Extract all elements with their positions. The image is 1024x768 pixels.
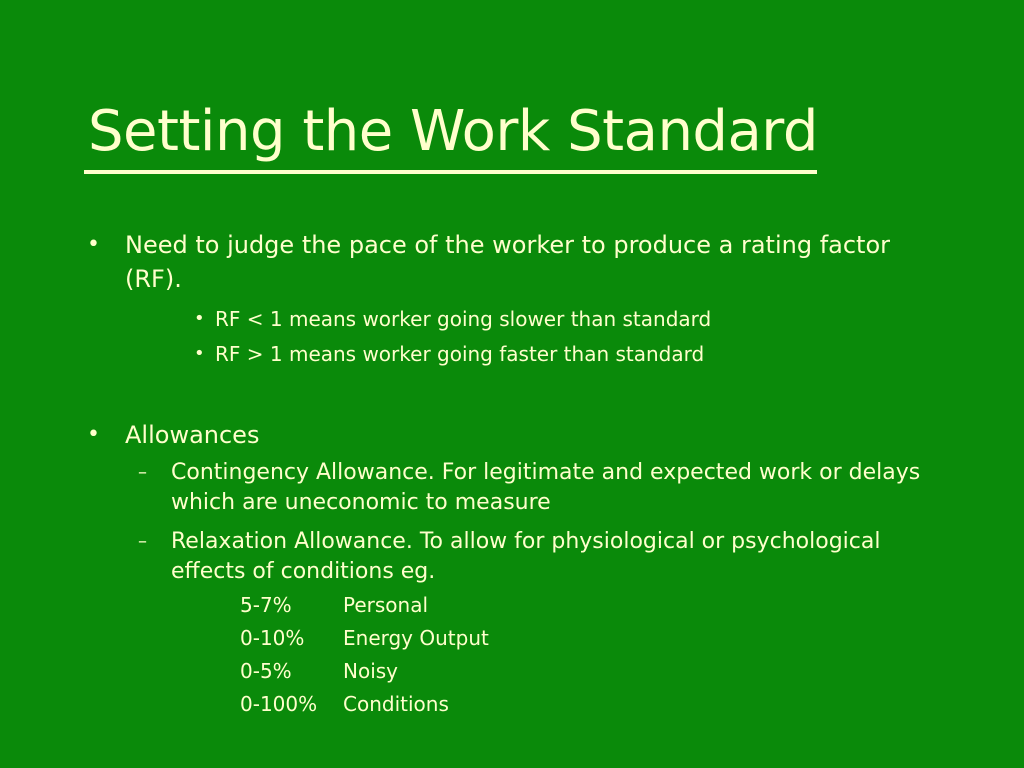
allowance-label: Noisy [343,659,399,683]
allowance-range: 5-7% [240,593,292,617]
bullet-allowances: Allowances [125,421,260,449]
allowance-range: 0-100% [240,692,318,716]
allowance-range: 0-10% [240,626,305,650]
contingency-allowance-item: Contingency Allowance. For legitimate and expected work or delays which are uneconomic to measure [171,460,921,515]
bullet-marker: • [87,232,100,257]
slide-title: Setting the Work Standard [88,99,818,164]
sub-bullet-marker: • [194,343,205,364]
bullet-marker: • [87,422,100,447]
bullet-rating-factor: Need to judge the pace of the worker to produce a rating factor (RF). [125,231,891,293]
dash-marker: – [138,531,147,552]
allowance-label: Personal [343,593,429,617]
relaxation-allowance-item: Relaxation Allowance. To allow for physiological or psychological effects of conditions eg. [171,529,881,584]
title-underline [84,170,817,174]
sub-bullet-rf-less-than-one: RF < 1 means worker going slower than standard [215,307,712,331]
allowance-label: Energy Output [343,626,489,650]
allowance-range: 0-5% [240,659,292,683]
dash-marker: – [138,462,147,483]
allowance-label: Conditions [343,692,449,716]
sub-bullet-marker: • [194,308,205,329]
sub-bullet-rf-greater-than-one: RF > 1 means worker going faster than standard [215,342,705,366]
